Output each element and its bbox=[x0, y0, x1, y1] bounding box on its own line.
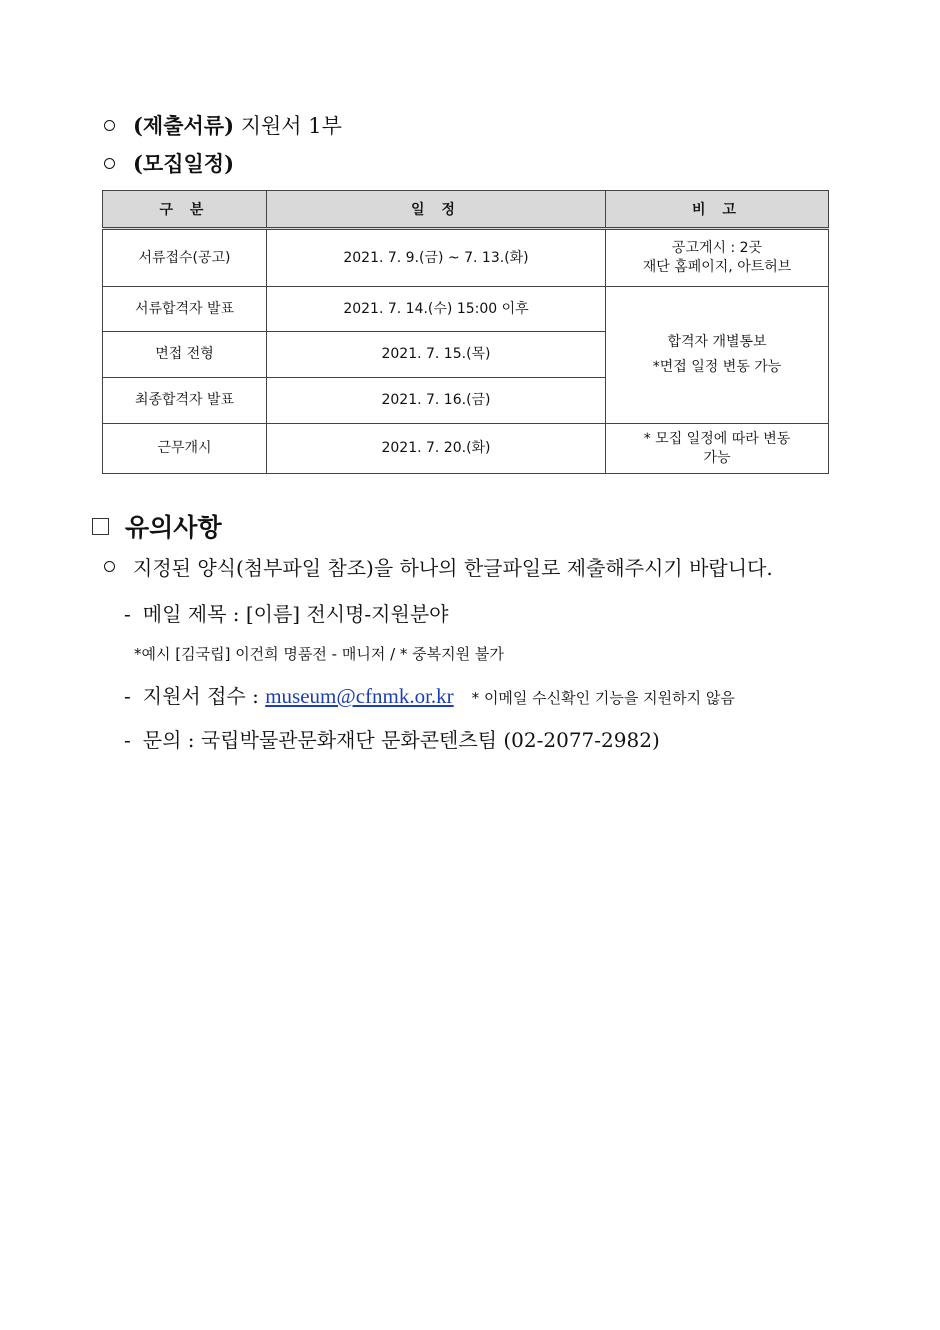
row-note-line: 재단 홈페이지, 아트허브 bbox=[642, 259, 792, 275]
submission-text: 지원서 1부 bbox=[234, 114, 342, 138]
submission-line bbox=[104, 110, 342, 140]
row-date: 2021. 7. 14.(수) 15:00 이후 bbox=[267, 287, 606, 332]
notes-title-text: 유의사항 bbox=[125, 513, 222, 542]
email-subject-text: 메일 제목 : [이름] 전시명-지원분야 bbox=[142, 602, 449, 626]
apply-email-link[interactable]: museum@cfnmk.or.kr bbox=[265, 684, 454, 708]
row-date: 2021. 7. 15.(목) bbox=[267, 332, 606, 378]
notes-main-item bbox=[104, 552, 773, 581]
row-date: 2021. 7. 16.(금) bbox=[267, 378, 606, 424]
apply-line bbox=[124, 680, 735, 709]
header-category: 구 분 bbox=[103, 191, 267, 229]
example-line: *예시 [김국립] 이건희 명품전 - 매니저 / * 중복지원 불가 bbox=[134, 645, 504, 663]
dash-bullet: - bbox=[124, 684, 131, 708]
row-note-line: 가능 bbox=[703, 449, 731, 466]
apply-note: * 이메일 수신확인 기능을 지원하지 않음 bbox=[471, 689, 735, 707]
circle-bullet-icon bbox=[104, 158, 115, 169]
table-row bbox=[103, 424, 829, 474]
email-subject-line bbox=[124, 598, 448, 627]
recruit-schedule-line bbox=[104, 148, 234, 178]
dash-bullet: - bbox=[124, 602, 131, 626]
header-date: 일 정 bbox=[267, 191, 606, 229]
row-category: 서류접수(공고) bbox=[103, 229, 267, 287]
row-category: 서류합격자 발표 bbox=[103, 287, 267, 332]
apply-label: 지원서 접수 : bbox=[142, 684, 266, 708]
row-note-line: 공고게시 : 2곳 bbox=[671, 240, 763, 256]
row-date: 2021. 7. 20.(화) bbox=[267, 424, 606, 474]
contact-text: 문의 : 국립박물관문화재단 문화콘텐츠팀 (02-2077-2982) bbox=[142, 728, 660, 752]
submission-label: (제출서류) bbox=[133, 113, 235, 138]
merged-note-cell bbox=[606, 287, 829, 424]
circle-bullet-icon bbox=[104, 120, 115, 131]
row-date: 2021. 7. 9.(금) ~ 7. 13.(화) bbox=[267, 229, 606, 287]
table-row bbox=[103, 229, 829, 287]
row-category: 면접 전형 bbox=[103, 332, 267, 378]
row-category: 근무개시 bbox=[103, 424, 267, 474]
table-header-row bbox=[103, 191, 829, 229]
dash-bullet: - bbox=[124, 728, 131, 752]
schedule-table bbox=[102, 190, 829, 474]
contact-line bbox=[124, 724, 660, 753]
recruit-schedule-label: (모집일정) bbox=[133, 151, 235, 176]
header-note: 비 고 bbox=[606, 191, 829, 229]
row-note bbox=[606, 424, 829, 474]
row-note-line: * 모집 일정에 따라 변동 bbox=[643, 430, 791, 447]
row-note bbox=[606, 229, 829, 287]
notes-main-text: 지정된 양식(첨부파일 참조)을 하나의 한글파일로 제출해주시기 바랍니다. bbox=[133, 556, 773, 580]
notes-section-title bbox=[92, 508, 222, 544]
table-row bbox=[103, 287, 829, 332]
row-category: 최종합격자 발표 bbox=[103, 378, 267, 424]
merged-note-line: 합격자 개별통보 bbox=[667, 334, 767, 350]
square-bullet-icon bbox=[92, 518, 109, 535]
circle-bullet-icon bbox=[104, 561, 115, 572]
merged-note-line: *면접 일정 변동 가능 bbox=[652, 359, 782, 375]
